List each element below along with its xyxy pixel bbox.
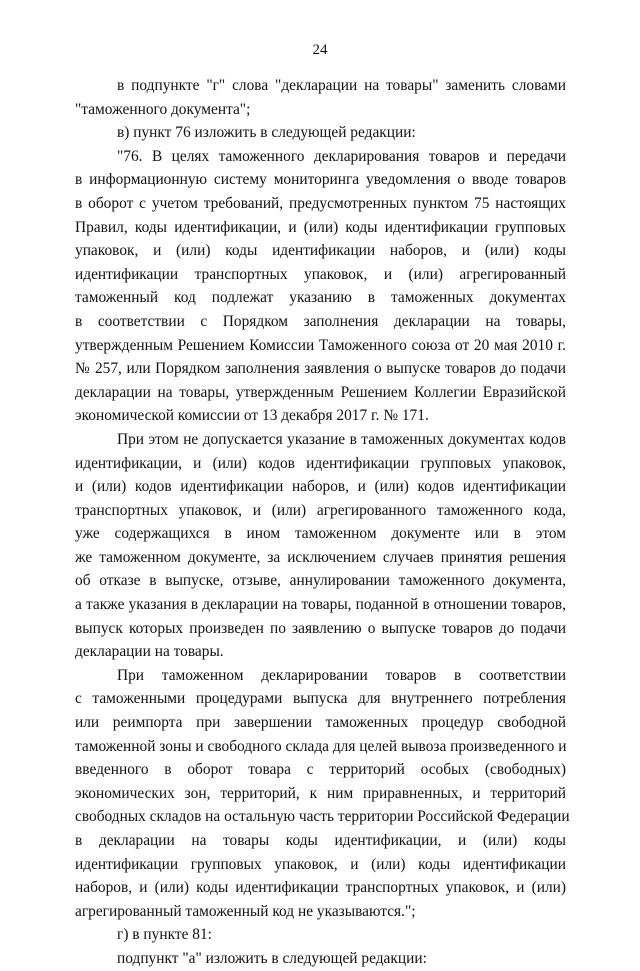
text-line: выпуск которых произведен по заявлению о выпуске товаров до подачи: [75, 619, 566, 637]
text-line: или реимпорта при завершении таможенных процедур свободной: [75, 714, 566, 732]
text-line: При этом не допускается указание в таможенных документах кодов: [117, 430, 566, 448]
document-body: [75, 74, 570, 971]
page-number: 24: [312, 42, 328, 58]
text-line: в декларации на товары коды идентификации, и (или) коды: [75, 832, 566, 849]
text-line: транспортных упаковок, и (или) агрегированного таможенного кода,: [75, 501, 566, 519]
text-line: идентификации транспортных упаковок, и (или) агрегированный: [75, 265, 566, 283]
text-line: в) пункт 76 изложить в следующей редакции:: [117, 124, 416, 142]
text-line: экономической комиссии от 13 декабря 2017 г. № 171.: [75, 407, 429, 425]
text-line: в оборот с учетом требований, предусмотренных пунктом 75 настоящих: [75, 194, 566, 212]
text-line: утвержденным Решением Комиссии Таможенного союза от 20 мая 2010 г.: [75, 336, 566, 354]
text-line: введенного в оборот товара с территорий особых (свободных): [75, 761, 566, 779]
text-line: идентификации групповых упаковок, и (или) коды идентификации: [75, 855, 566, 873]
text-line: "76. В целях таможенного декларирования товаров и передачи: [117, 147, 566, 165]
text-line: декларации на товары, утвержденным Решением Коллегии Евразийской: [75, 383, 566, 401]
text-line: № 257, или Порядком заполнения заявления о выпуске товаров до подачи: [75, 360, 566, 378]
text-line: в информационную систему мониторинга уведомления о вводе товаров: [75, 171, 566, 189]
text-line: же таможенном документе, за исключением случаев принятия решения: [75, 548, 566, 566]
text-line: подпункт "а" изложить в следующей редакции:: [117, 949, 427, 967]
text-line: г) в пункте 81:: [117, 926, 212, 944]
text-line: с таможенными процедурами выпуска для внутреннего потребления: [75, 690, 566, 708]
text-line: "таможенного документа";: [75, 100, 251, 118]
text-line: наборов, и (или) коды идентификации транспортных упаковок, и (или): [75, 879, 566, 897]
text-line: об отказе в выпуске, отзыве, аннулировании таможенного документа,: [75, 572, 566, 590]
text-line: таможенной зоны и свободного склада для целей вывоза произведенного и: [75, 737, 567, 755]
text-line: экономических зон, территорий, к ним приравненных, и территорий: [75, 784, 566, 802]
text-line: упаковок, и (или) коды идентификации наборов, и (или) коды: [75, 242, 566, 260]
text-line: идентификации, и (или) кодов идентификации групповых упаковок,: [75, 454, 566, 472]
text-line: в соответствии с Порядком заполнения декларации на товары,: [75, 312, 566, 330]
text-line: в подпункте "г" слова "декларации на товары" заменить словами: [117, 77, 566, 94]
text-line: декларации на товары.: [75, 643, 224, 661]
text-line: Правил, коды идентификации, и (или) коды идентификации групповых: [75, 218, 566, 236]
text-line: агрегированный таможенный код не указываются.";: [75, 902, 416, 920]
text-line: и (или) кодов идентификации наборов, и (или) кодов идентификации: [75, 478, 566, 496]
text-line: свободных складов на остальную часть территории Российской Федерации: [75, 808, 570, 826]
text-line: При таможенном декларировании товаров в соответствии: [117, 666, 566, 684]
text-line: а также указания в декларации на товары, поданной в отношении товаров,: [75, 596, 566, 614]
text-line: таможенный код подлежат указанию в таможенных документах: [75, 289, 566, 307]
text-line: уже содержащихся в ином таможенном документе или в этом: [75, 525, 566, 543]
